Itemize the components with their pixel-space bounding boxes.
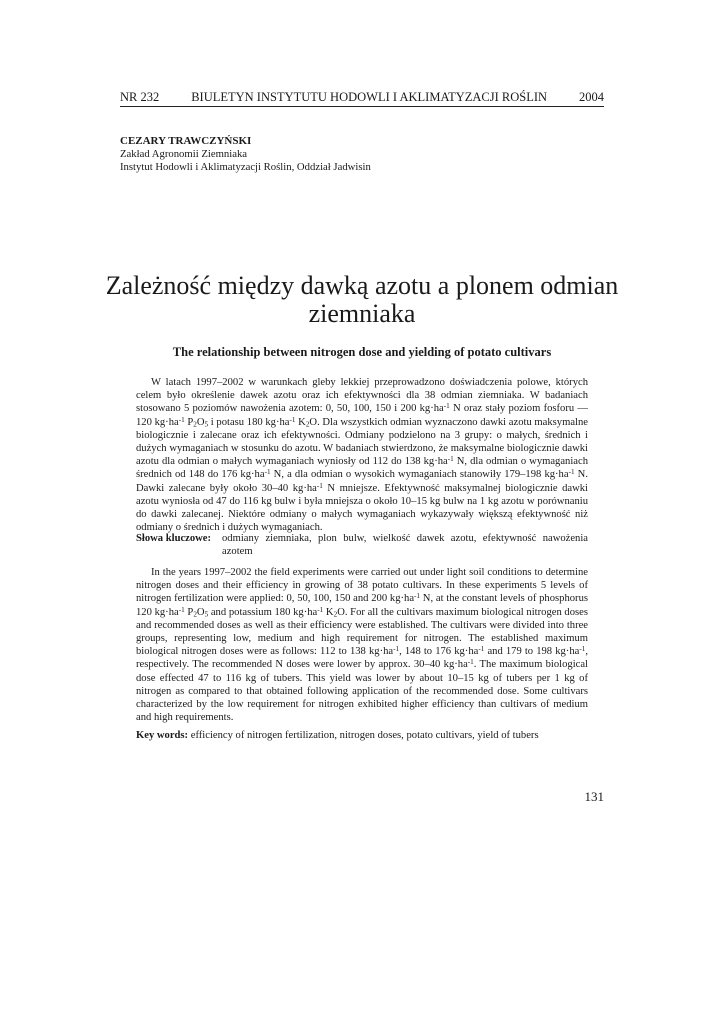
paper-title: Zależność między dawką azotu a plonem odmian ziemniaka bbox=[105, 271, 619, 328]
journal-name: BIULETYN INSTYTUTU HODOWLI I AKLIMATYZACJI ROŚLIN bbox=[191, 90, 548, 104]
author-block bbox=[120, 135, 604, 174]
affiliation-line-1: Zakład Agronomii Ziemniaka bbox=[120, 148, 248, 160]
running-header bbox=[120, 89, 604, 105]
affiliation-line-2: Instytut Hodowli i Aklimatyzacji Roślin, Oddział Jadwisin bbox=[120, 161, 371, 173]
abstract-polish: W latach 1997–2002 w warunkach gleby lekkiej przeprowadzono doświadczenia polowe, których celem było określenie dawek azotu oraz ich efektywności dla 38 odmian ziemniaka. W badaniach stosowano 5 poziomów nawożenia azotem: 0, 50, 100, 150 i 200 $kg\cdot ha^{-1}$ N oraz stały poziom fosforu — 120 $kg\cdot ha^{-1}$ $P_2O_5$ i potasu 180 $kg\cdot ha^{-1}$ $K_2O$. Dla wszystkich odmian wyznaczono dawki azotu maksymalne biologicznie i zalecane oraz ich efektywności. Odmiany podzielono na 3 grupy: o małych, średnich i dużych wymaganiach w stosunku do azotu. W badaniach stwierdzono, że maksymalne biologicznie dawki azotu dla odmian o małych wymaganiach wyniosły od 112 do 138 $kg\cdot ha^{-1}$ N, dla odmian o wymaganiach średnich od 148 do 176 $kg\cdot ha^{-1}$ N, a dla odmian o wysokich wymaganiach stanowiły 179–198 $kg\cdot ha^{-1}$ N. Dawki zalecane były około 30–40 $kg\cdot ha^{-1}$ N mniejsze. Efektywność maksymalnej biologicznie dawki azotu wyniosła od 47 do 116 kg bulw i była mniejsza o około 10–15 kg bulw na 1 kg azotu w porównaniu do dawki zalecanej. Niektóre odmiany o małych wymaganiach wykazywały większą efektywność niż odmiany o średnich i dużych wymaganiach. bbox=[136, 377, 588, 534]
page-number: 131 bbox=[584, 789, 604, 804]
paper-subtitle: The relationship between nitrogen dose and yielding of potato cultivars bbox=[172, 345, 552, 359]
keywords-english bbox=[136, 729, 588, 742]
keywords-polish-text: odmiany ziemniaka, plon bulw, wielkość dawek azotu, efektywność nawożenia azotem bbox=[222, 533, 588, 558]
abstract-english: In the years 1997–2002 the field experiments were carried out under light soil conditions to determine nitrogen doses and their efficiency in growing of 38 potato cultivars. In these experiments 5 levels of nitrogen fertilization were applied: 0, 50, 100, 150 and 200 $kg\cdot ha^{-1}$ N, at the constant levels of phosphorus 120 $kg\cdot ha^{-1}$ $P_2O_5$ and potassium 180 $kg\cdot ha^{-1}$ $K_2O$. For all the cultivars maximum biological nitrogen doses and recommended doses as well as their efficiency were established. The cultivars were divided into three groups, representing low, medium and high requirement for nitrogen. The established maximum biological nitrogen doses were as follows: 112 to 138 $kg\cdot ha^{-1}$, 148 to 176 $kg\cdot ha^{-1}$ and 179 to 198 $kg\cdot ha^{-1}$, respectively. The recommended N doses were lower by approx. 30–40 $kg\cdot ha^{-1}$. The maximum biological dose effected 47 to 116 kg of tubers. This yield was lower by about 10–15 kg of tubers per 1 kg of nitrogen as compared to that obtained following application of the recommended dose. Some cultivars characterized by the low requirement for nitrogen exhibited higher efficiency than cultivars of medium and high requirements. bbox=[136, 567, 588, 724]
keywords-english-label: Key words: bbox=[136, 730, 189, 741]
keywords-polish-label: Słowa kluczowe: bbox=[136, 533, 212, 544]
author-name: CEZARY TRAWCZYŃSKI bbox=[120, 135, 252, 147]
issue-number: NR 232 bbox=[120, 90, 160, 104]
keywords-polish bbox=[136, 532, 588, 558]
header-rule bbox=[120, 106, 604, 107]
publication-year: 2004 bbox=[578, 90, 604, 104]
keywords-english-text: efficiency of nitrogen fertilization, nitrogen doses, potato cultivars, yield of tubers bbox=[188, 730, 539, 741]
